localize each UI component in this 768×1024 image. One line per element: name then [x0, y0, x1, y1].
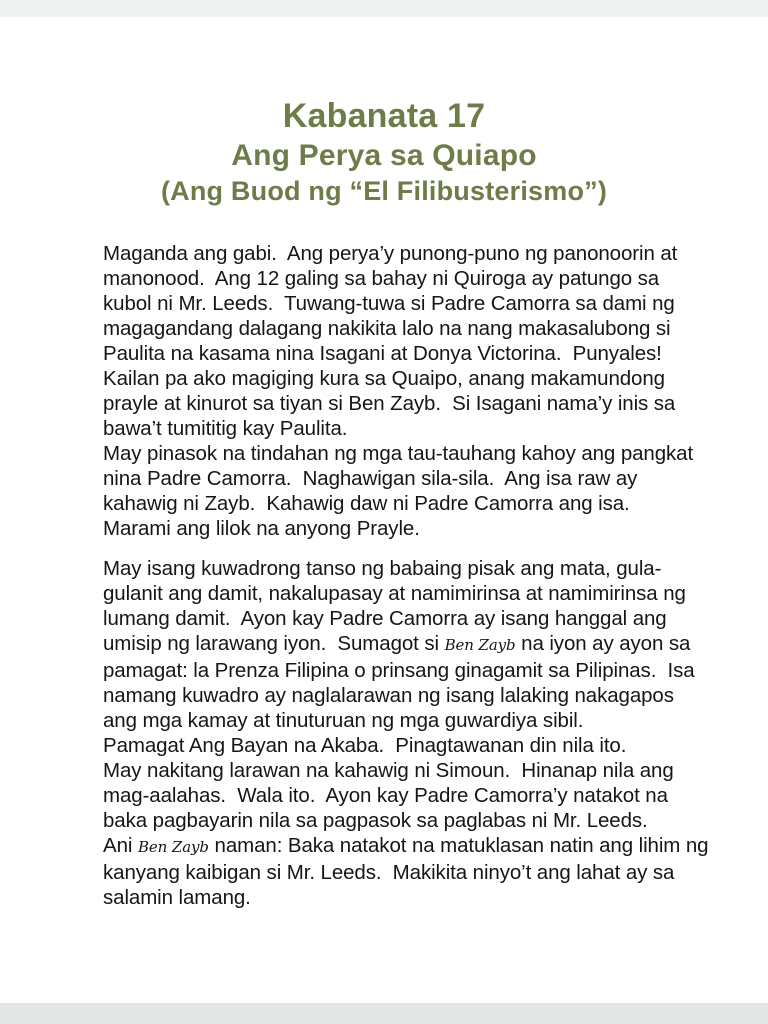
text-line: [103, 683, 688, 708]
text-segment: Pamagat Ang Bayan na Akaba. Pinagtawanan din nila ito.: [103, 734, 627, 757]
text-line: [103, 316, 688, 341]
text-line: [103, 758, 688, 783]
text-line: [103, 708, 688, 733]
text-line: [103, 833, 709, 860]
text-line: [103, 606, 688, 631]
text-segment: bawa’t tumititig kay Paulita.: [103, 417, 348, 440]
text-line: [103, 366, 688, 391]
text-line: [103, 733, 688, 758]
text-line: [103, 416, 688, 441]
text-line: [103, 860, 688, 885]
text-line: [103, 516, 688, 541]
title-line-chapter: Kabanata 17: [282, 97, 486, 135]
text-segment: May isang kuwadrong tanso ng babaing pisak ang mata, gula-: [103, 557, 662, 580]
text-segment: manonood. Ang 12 galing sa bahay ni Quiroga ay patungo sa: [103, 267, 660, 290]
text-segment: prayle at kinurot sa tiyan si Ben Zayb. Si Isagani nama’y inis sa: [103, 392, 676, 415]
text-line: [103, 441, 694, 466]
text-segment: lumang damit. Ayon kay Padre Camorra ay isang hanggal ang: [103, 607, 667, 630]
text-line: [103, 291, 688, 316]
text-line: [103, 466, 688, 491]
top-strip: [0, 0, 768, 17]
text-segment: nina Padre Camorra. Naghawigan sila-sila. Ang isa raw ay: [103, 467, 638, 490]
text-line: [103, 808, 688, 833]
title-line-source: (Ang Buod ng “El Filibusterismo”): [160, 176, 608, 206]
document-title: [0, 95, 768, 208]
text-segment: Marami ang lilok na anyong Prayle.: [103, 517, 420, 540]
text-segment: salamin lamang.: [103, 886, 251, 909]
text-segment: namang kuwadro ay naglalarawan ng isang lalaking nakagapos: [103, 684, 674, 707]
character-name-script: Ben Zayb: [137, 838, 209, 856]
text-segment: gulanit ang damit, nakalupasay at namimirinsa at namimirinsa ng: [103, 582, 686, 605]
text-segment: mag-aalahas. Wala ito. Ayon kay Padre Camorra’y natakot na: [103, 784, 668, 807]
bottom-strip: [0, 1003, 768, 1024]
text-segment: Maganda ang gabi. Ang perya’y punong-puno ng panonoorin at: [103, 242, 678, 265]
text-line: [103, 341, 688, 366]
text-segment: Kailan pa ako magiging kura sa Quaipo, anang makamundong: [103, 367, 665, 390]
body-text: [103, 241, 709, 910]
text-segment: kanyang kaibigan si Mr. Leeds. Makikita ninyo’t ang lahat ay sa: [103, 861, 675, 884]
text-segment: Ani: [103, 834, 138, 857]
text-segment: umisip ng larawang iyon. Sumagot si: [103, 632, 445, 655]
text-segment: naman: Baka natakot na matuklasan natin ang lihim ng: [208, 834, 709, 857]
text-segment: kubol ni Mr. Leeds. Tuwang-tuwa si Padre Camorra sa dami ng: [103, 292, 675, 315]
paragraph-gap: [103, 541, 688, 556]
text-line: [103, 391, 688, 416]
text-segment: ang mga kamay at tinuturuan ng mga guwardiya sibil.: [103, 709, 584, 732]
character-name-script: Ben Zayb: [444, 636, 516, 654]
text-segment: May nakitang larawan na kahawig ni Simoun. Hinanap nila ang: [103, 759, 674, 782]
text-line: [103, 631, 691, 658]
text-segment: May pinasok na tindahan ng mga tau-tauhang kahoy ang pangkat: [103, 442, 694, 465]
text-segment: kahawig ni Zayb. Kahawig daw ni Padre Camorra ang isa.: [103, 492, 630, 515]
title-line-subtitle: Ang Perya sa Quiapo: [231, 139, 537, 172]
text-segment: na iyon ay ayon sa: [515, 632, 691, 655]
text-segment: pamagat: la Prenza Filipina o prinsang ginagamit sa Pilipinas. Isa: [103, 659, 695, 682]
text-line: [103, 241, 688, 266]
text-segment: baka pagbayarin nila sa pagpasok sa paglabas ni Mr. Leeds.: [103, 809, 648, 832]
text-line: [103, 885, 688, 910]
text-segment: Paulita na kasama nina Isagani at Donya Victorina. Punyales!: [103, 342, 662, 365]
text-line: [103, 556, 688, 581]
text-line: [103, 783, 688, 808]
text-line: [103, 491, 688, 516]
text-segment: magagandang dalagang nakikita lalo na nang makasalubong si: [103, 317, 671, 340]
text-line: [103, 581, 688, 606]
text-line: [103, 658, 695, 683]
text-line: [103, 266, 688, 291]
